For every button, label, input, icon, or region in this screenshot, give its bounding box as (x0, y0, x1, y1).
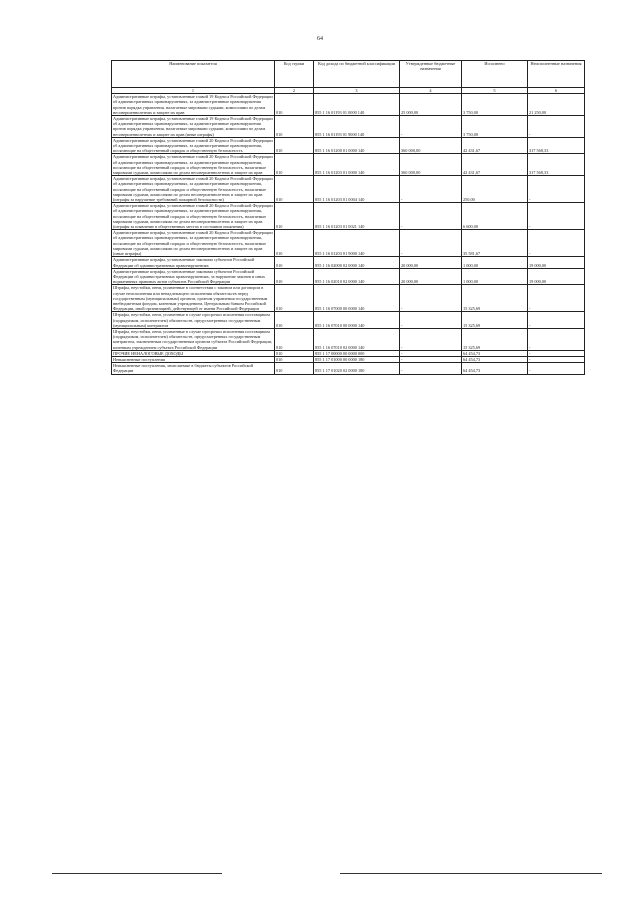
unexecuted-amount-cell: - (528, 203, 585, 230)
unexecuted-amount-cell: - (528, 328, 585, 350)
approved-amount-cell: - (400, 176, 462, 203)
approved-amount-cell: - (400, 285, 462, 312)
column-number: 1 (112, 88, 275, 94)
line-code-cell: 010 (275, 328, 314, 350)
table-row (112, 312, 585, 329)
unexecuted-amount-cell: - (528, 230, 585, 257)
budget-code-cell: 855 1 16 07010 00 0000 140 (314, 312, 400, 329)
line-code-cell: 010 (275, 356, 314, 362)
unexecuted-amount-cell: - (528, 176, 585, 203)
table-row (112, 116, 585, 138)
indicator-name-cell: Административные штрафы, установленные главой 20 Кодекса Российской Федерации об административных правонарушениях, за административные правонарушения, посягающие на общественный порядок и общественную безопасность (113, 137, 273, 154)
line-code-cell: 010 (275, 350, 314, 356)
line-code-cell: 010 (275, 137, 314, 154)
unexecuted-amount-cell: 19 000,00 (528, 268, 585, 285)
budget-code-cell: 855 1 17 01000 00 0000 180 (314, 356, 400, 362)
approved-amount-cell: 360 000,00 (400, 137, 462, 154)
unexecuted-amount-cell: - (528, 116, 585, 138)
line-code-cell: 010 (275, 285, 314, 312)
unexecuted-amount-cell: - (528, 312, 585, 329)
line-code-cell: 010 (275, 312, 314, 329)
executed-amount-cell: 35 581,67 (462, 230, 528, 257)
executed-amount-cell: 42 431,67 (462, 137, 528, 154)
budget-code-cell: 855 1 16 01193 01 9000 140 (314, 116, 400, 138)
indicator-name-cell: Административные штрафы, установленные законами субъектов Российской Федерации об административных правонарушениях (112, 257, 275, 268)
line-code-cell: 010 (275, 154, 314, 176)
executed-amount-cell: 42 431,67 (462, 154, 528, 176)
executed-amount-cell: 1 000,00 (462, 257, 528, 268)
indicator-name-cell: ПРОЧИЕ НЕНАЛОГОВЫЕ ДОХОДЫ (112, 350, 275, 356)
budget-code-cell: 855 1 17 01020 02 0000 180 (314, 363, 400, 374)
page-number: 64 (317, 36, 323, 42)
bottom-rule-left (52, 873, 222, 874)
budget-execution-table (111, 60, 585, 375)
indicator-name-cell: Невыясненные поступления, зачисляемые в бюджеты субъектов Российской Федерации (112, 363, 275, 374)
budget-code-cell: 855 1 16 02000 02 0000 140 (314, 257, 400, 268)
indicator-name-cell: Штрафы, неустойки, пени, уплаченные в случае просрочки исполнения поставщиком (подрядчиком, исполнителем) обязательств, предусмотренных государственным (муниципальным) контрактом (112, 312, 275, 329)
executed-amount-cell: 15 325,69 (462, 328, 528, 350)
indicator-name-cell: Административные штрафы, установленные главой 19 Кодекса Российской Федерации об административных правонарушениях, за административные правонарушения против порядка управления, налагаемые мировыми судьями, комиссиями по делам несовершеннолетних и защите их прав (иные штрафы) (113, 116, 273, 137)
approved-amount-cell: 25 000,00 (400, 94, 462, 116)
table-row (112, 363, 585, 374)
approved-amount-cell: 20 000,00 (400, 268, 462, 285)
budget-code-cell: 855 1 16 01193 01 0000 140 (314, 94, 400, 116)
table-body (112, 94, 585, 374)
table-row (112, 137, 585, 154)
approved-amount-cell: - (400, 363, 462, 374)
executed-amount-cell: 15 325,69 (462, 312, 528, 329)
line-code-cell: 010 (275, 257, 314, 268)
header-unexecuted: Неисполненные назначения (528, 61, 585, 88)
indicator-name-cell: Административные штрафы, установленные законами субъектов Российской Федерации об административных правонарушениях, за нарушение законов и иных нормативных правовых актов субъектов Российской Федерации (112, 268, 275, 285)
unexecuted-amount-cell: - (528, 350, 585, 356)
approved-amount-cell: - (400, 116, 462, 138)
header-approved: Утвержденные бюджетные назначения (400, 61, 462, 88)
column-number: 5 (462, 88, 528, 94)
line-code-cell: 010 (275, 116, 314, 138)
table-row (112, 257, 585, 268)
unexecuted-amount-cell: 317 568,33 (528, 137, 585, 154)
header-row (112, 61, 585, 88)
approved-amount-cell: - (400, 350, 462, 356)
executed-amount-cell: 64 454,73 (462, 363, 528, 374)
indicator-name-cell: Административные штрафы, установленные главой 20 Кодекса Российской Федерации об административных правонарушениях, за административные правонарушения, посягающие на общественный порядок и общественную безопасность, налагаемые мировыми судьями, комиссиями по делам несовершеннолетних и защите их прав (113, 154, 273, 176)
indicator-name-cell: Административные штрафы, установленные главой 20 Кодекса Российской Федерации об административных правонарушениях, за административные правонарушения, посягающие на общественный порядок и общественную безопасность, налагаемые мировыми судьями, комиссиями по делам несовершеннолетних и защите их прав (штрафы за появление в общественных местах в состоянии опьянения) (113, 203, 273, 230)
indicator-name-cell: Штрафы, неустойки, пени, уплаченные в случае просрочки исполнения поставщиком (подрядчиком, исполнителем) обязательств, предусмотренных государственным контрактом, заключенным государственным органом субъекта Российской Федерации, казенным учреждением субъекта Российской Федерации (112, 328, 275, 350)
indicator-name-cell: Административные штрафы, установленные главой 20 Кодекса Российской Федерации об административных правонарушениях, за административные правонарушения, посягающие на общественный порядок и общественную безопасность, налагаемые мировыми судьями, комиссиями по делам несовершеннолетних и защите их прав (иные штрафы) (113, 230, 273, 257)
budget-code-cell: 855 1 16 01200 01 0000 140 (314, 137, 400, 154)
column-number: 3 (314, 88, 400, 94)
indicator-name-cell: Административные штрафы, установленные главой 20 Кодекса Российской Федерации об административных правонарушениях, за административные правонарушения, посягающие на общественный порядок и общественную безопасность, налагаемые мировыми судьями, комиссиями по делам несовершеннолетних и защите их прав (штрафы за нарушение требований пожарной безопасности) (113, 176, 273, 203)
table-row (112, 268, 585, 285)
table-row (112, 94, 585, 116)
table-row (112, 328, 585, 350)
approved-amount-cell: - (400, 328, 462, 350)
column-number: 6 (528, 88, 585, 94)
line-code-cell: 010 (275, 203, 314, 230)
budget-code-cell: 855 1 16 01203 01 0004 140 (314, 176, 400, 203)
table-row (112, 230, 585, 257)
executed-amount-cell: 1 000,00 (462, 268, 528, 285)
header-indicator-name: Наименование показателя (112, 61, 275, 88)
approved-amount-cell: 360 000,00 (400, 154, 462, 176)
indicator-name-cell: Невыясненные поступления (112, 356, 275, 362)
executed-amount-cell: 3 750,00 (462, 94, 528, 116)
executed-amount-cell: 64 454,73 (462, 356, 528, 362)
budget-code-cell: 855 1 16 01203 01 0000 140 (314, 154, 400, 176)
line-code-cell: 010 (275, 176, 314, 203)
budget-code-cell: 855 1 16 02010 02 0000 140 (314, 268, 400, 285)
column-number: 2 (275, 88, 314, 94)
approved-amount-cell: - (400, 312, 462, 329)
executed-amount-cell: 15 325,69 (462, 285, 528, 312)
line-code-cell: 010 (275, 94, 314, 116)
line-code-cell: 010 (275, 268, 314, 285)
unexecuted-amount-cell: 21 250,00 (528, 94, 585, 116)
table-row (112, 285, 585, 312)
executed-amount-cell: 6 600,00 (462, 203, 528, 230)
unexecuted-amount-cell: - (528, 363, 585, 374)
budget-code-cell: 855 1 16 07000 00 0000 140 (314, 285, 400, 312)
approved-amount-cell: - (400, 230, 462, 257)
unexecuted-amount-cell: - (528, 285, 585, 312)
indicator-name-cell: Штрафы, неустойки, пени, уплаченные в соответствии с законом или договором в случае неисполнения или ненадлежащего исполнения обязательств перед государственным (муниципальным) органом, органом управления государственным внебюджетным фондом, казенным учреждением, Центральным банком Российской Федерации, иной организацией, действующей от имени Российской Федерации (112, 285, 275, 312)
line-code-cell: 010 (275, 230, 314, 257)
budget-code-cell: 855 1 16 01203 01 0021 140 (314, 203, 400, 230)
approved-amount-cell: 20 000,00 (400, 257, 462, 268)
header-executed: Исполнено (462, 61, 528, 88)
budget-code-cell: 855 1 16 07010 02 0000 140 (314, 328, 400, 350)
unexecuted-amount-cell: 19 000,00 (528, 257, 585, 268)
budget-code-cell: 855 1 16 01203 01 9000 140 (314, 230, 400, 257)
unexecuted-amount-cell: 317 568,33 (528, 154, 585, 176)
table-row (112, 203, 585, 230)
indicator-name-cell: Административные штрафы, установленные главой 19 Кодекса Российской Федерации об административных правонарушениях, за административные правонарушения против порядка управления, налагаемые мировыми судьями, комиссиями по делам несовершеннолетних и защите их прав (113, 94, 273, 115)
budget-code-cell: 855 1 17 00000 00 0000 000 (314, 350, 400, 356)
table-row (112, 176, 585, 203)
approved-amount-cell: - (400, 356, 462, 362)
table-row (112, 154, 585, 176)
line-code-cell: 010 (275, 363, 314, 374)
column-number: 4 (400, 88, 462, 94)
executed-amount-cell: 64 454,73 (462, 350, 528, 356)
executed-amount-cell: 250,00 (462, 176, 528, 203)
bottom-rule-right (340, 873, 602, 874)
approved-amount-cell: - (400, 203, 462, 230)
header-line-code: Код строки (275, 61, 314, 88)
unexecuted-amount-cell: - (528, 356, 585, 362)
header-budget-code: Код дохода по бюджетной классификации (314, 61, 400, 88)
executed-amount-cell: 3 750,00 (462, 116, 528, 138)
